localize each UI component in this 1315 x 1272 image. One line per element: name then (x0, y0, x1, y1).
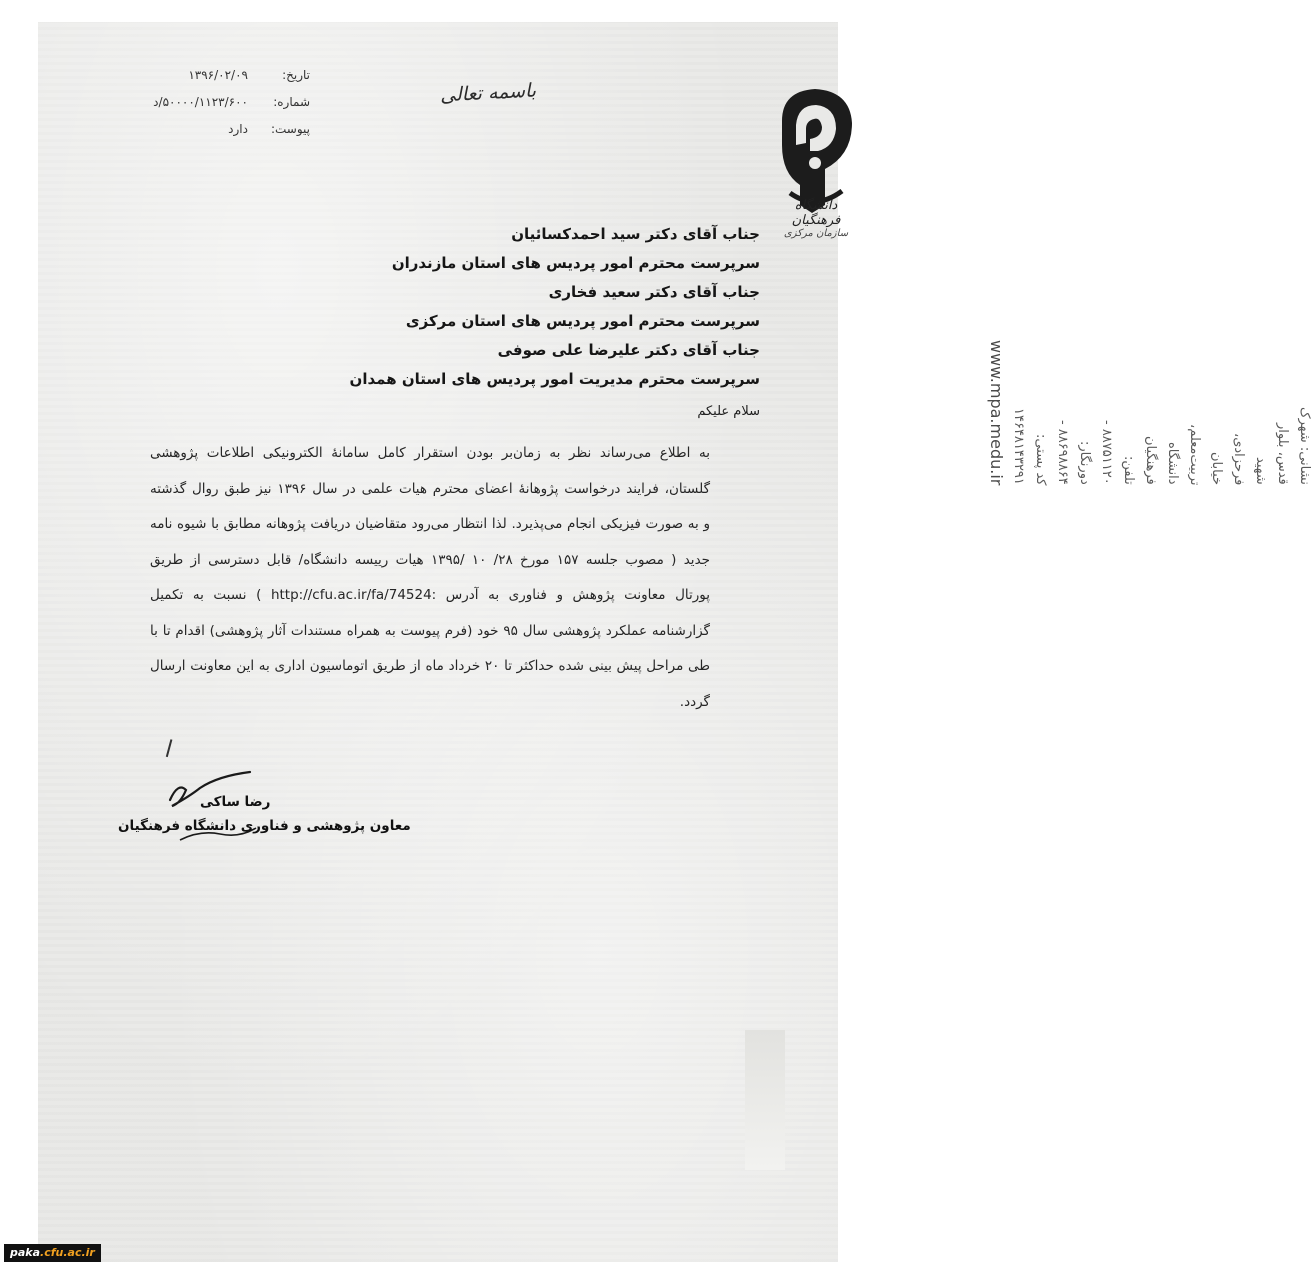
addressee-line: جناب آقای دکتر سعید فخاری (548, 283, 760, 301)
attachment-value: دارد (228, 122, 248, 136)
date-value: ۱۳۹۶/۰۲/۰۹ (188, 68, 248, 82)
footer-address: نشانی: شهرک قدس، بلوار شهید فرحزادی، خیابان تربیت‌معلم، دانشگاه فرهنگیان (1143, 407, 1312, 485)
scan-strip (745, 1030, 785, 1170)
number-label: شماره: (273, 95, 310, 109)
number-value: ۵۰۰۰۰/۱۱۲۳/۶۰۰/د (153, 95, 248, 109)
body-line: به اطلاع می‌رساند نظر به زمان‌بر بودن استقرار کامل سامانهٔ الکترونیکی اطلاعات پژوهشی (150, 445, 710, 461)
logo-subtitle: سازمان مرکزی (783, 228, 849, 239)
watermark-domain: .cfu.ac.ir (40, 1246, 95, 1259)
addressee-line: سرپرست محترم امور پردیس های استان مرکزی (405, 312, 760, 330)
body-line: پورتال معاونت پژوهش و فناوری به آدرس :http://cfu.ac.ir/fa/74524 ) نسبت به تکمیل (150, 587, 711, 603)
addressee-block (340, 220, 760, 394)
body-line: جدید ( مصوب جلسه ۱۵۷ مورخ ۲۸/ ۱۰ /۱۳۹۵ هیات رییسه دانشگاه/ قابل دسترسی از طریق (150, 551, 710, 568)
addressee-line: سرپرست محترم امور پردیس های استان مازندران (391, 254, 760, 272)
site-watermark (4, 1244, 101, 1262)
addressee-line: جناب آقای دکتر سید احمدکسائیان (511, 225, 760, 243)
greeting: سلام علیکم (697, 404, 760, 419)
number-row (153, 95, 310, 109)
logo-caption (772, 198, 860, 239)
date-label: تاریخ: (282, 68, 310, 82)
body-line: گردد. (679, 693, 710, 710)
body-line: و به صورت فیزیکی انجام می‌پذیرد. لذا انتظار می‌رود متقاضیان دریافت پژوهانه مطابق با شیوه نامه (150, 516, 710, 532)
addressee-line: سرپرست محترم مدیریت امور پردیس های استان همدان (349, 370, 760, 388)
signatory-title: معاون پژوهشی و فناوری دانشگاه فرهنگیان (118, 818, 411, 834)
footer-contact: تلفن: ۸۸۷۵۱۱۲۰ - دورنگار: ۸۸۶۹۸۸۶۴ - کد پستی: ۱۴۶۴۸۱۴۳۲۹۱ (1011, 408, 1136, 485)
footer-vertical (795, 339, 1315, 485)
attachment-row (228, 122, 310, 136)
body-line: طی مراحل پیش بینی شده حداکثر تا ۲۰ خرداد ماه از طریق اتوماسیون اداری به این معاونت ارسال (150, 658, 711, 674)
date-row (188, 68, 310, 82)
signatory-name: رضا ساکی (200, 794, 271, 810)
letter-body (150, 436, 710, 720)
footer-website: www.mpa.medu.ir (987, 339, 1006, 485)
logo-name: دانشگاه فرهنگیان (791, 198, 841, 228)
addressee-line: جناب آقای دکتر علیرضا علی صوفی (497, 341, 760, 359)
attachment-label: پیوست: (270, 122, 310, 136)
watermark-prefix: paka (10, 1246, 41, 1259)
body-line: گزارشنامه عملکرد پژوهشی سال ۹۵ خود (فرم پیوست به همراه مستندات آثار پژوهشی) اقدام تا با (150, 622, 710, 639)
invocation-text: باسمه تعالی (439, 79, 537, 107)
body-line: گلستان، فرایند درخواست پژوهانهٔ اعضای محترم هیات علمی در سال ۱۳۹۶ نیز طبق روال گذشته (150, 480, 710, 497)
